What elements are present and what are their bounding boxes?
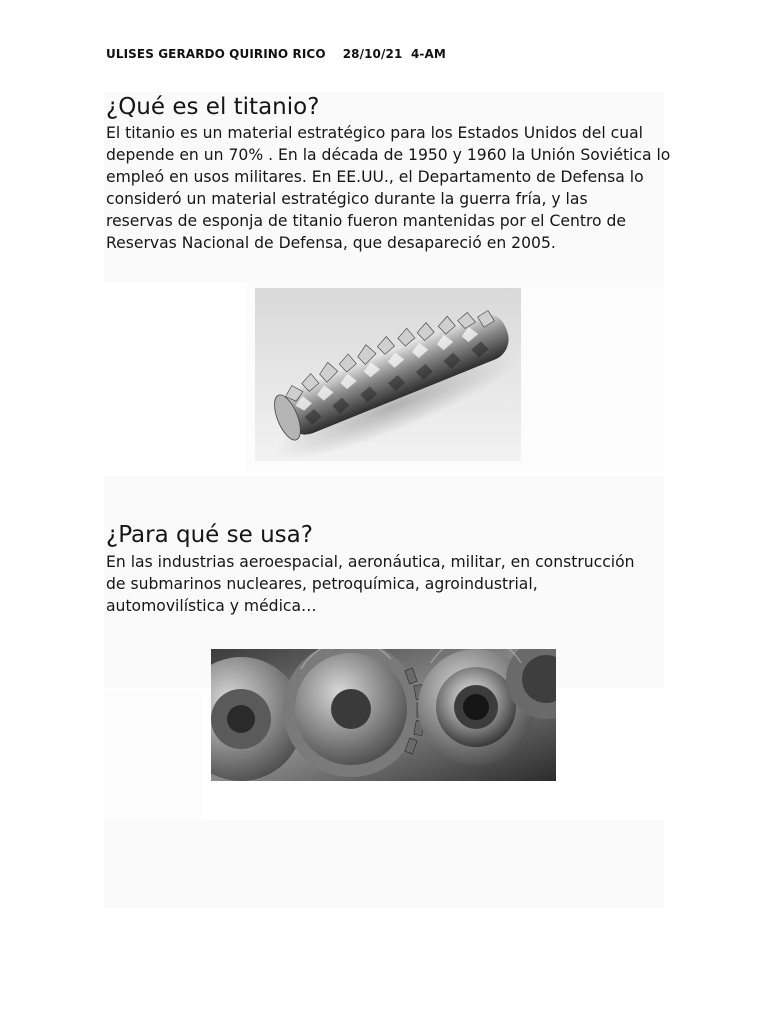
section1-line: Reservas Nacional de Defensa, que desapareció en 2005. xyxy=(106,234,556,252)
section2-line: de submarinos nucleares, petroquímica, agroindustrial, xyxy=(106,575,538,593)
section1-paragraph xyxy=(106,122,670,254)
titanium-bar-photo xyxy=(255,288,521,461)
section2-title: ¿Para qué se usa? xyxy=(106,522,313,548)
section2-paragraph xyxy=(106,551,635,617)
gears-photo xyxy=(211,649,556,781)
section1-line: El titanio es un material estratégico para los Estados Unidos del cual xyxy=(106,124,643,142)
document-header: ULISES GERARDO QUIRINO RICO 28/10/21 4-AM xyxy=(106,47,446,61)
section1-line: reservas de esponja de titanio fueron mantenidas por el Centro de xyxy=(106,212,626,230)
footer-background xyxy=(104,820,664,908)
section1-line: depende en un 70% . En la década de 1950 y 1960 la Unión Soviética lo xyxy=(106,146,671,164)
section1-line: empleó en usos militares. En EE.UU., el Departamento de Defensa lo xyxy=(106,168,644,186)
section2-line: automovilística y médica… xyxy=(106,597,317,615)
section1-title: ¿Qué es el titanio? xyxy=(106,94,320,120)
section1-line: consideró un material estratégico durante la guerra fría, y las xyxy=(106,190,588,208)
image2-background xyxy=(104,690,202,820)
section2-line: En las industrias aeroespacial, aeronáutica, militar, en construcción xyxy=(106,553,635,571)
